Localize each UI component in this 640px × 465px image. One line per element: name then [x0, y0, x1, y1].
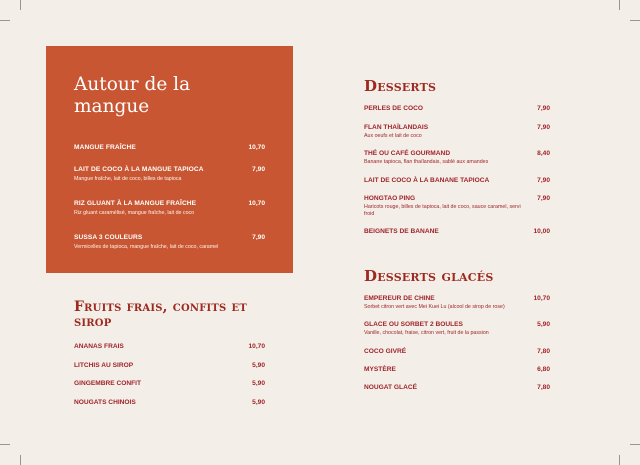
item-price: 7,90: [537, 105, 550, 112]
menu-item: [364, 195, 550, 217]
menu-item: [364, 348, 550, 355]
menu-item: [364, 124, 550, 140]
item-price: 10,70: [248, 200, 265, 207]
item-name: ANANAS FRAIS: [74, 343, 124, 350]
item-price: 7,90: [537, 195, 550, 202]
menu-item: [74, 166, 265, 200]
menu-item: [364, 228, 550, 235]
item-name: GLACE OU SORBET 2 BOULES: [364, 321, 463, 328]
item-name: FLAN THAÏLANDAIS: [364, 124, 429, 131]
item-description: Riz gluant caramélisé, mangue fraîche, lait de coco: [74, 210, 195, 216]
menu-item: [74, 200, 265, 234]
menu-item: [74, 380, 265, 387]
item-price: 5,90: [537, 321, 550, 328]
crop-mark: [20, 455, 21, 465]
menu-item: [364, 384, 550, 391]
menu-item: [74, 144, 265, 166]
item-name: NOUGATS CHINOIS: [74, 399, 136, 406]
crop-mark: [630, 20, 640, 21]
item-name: RIZ GLUANT À LA MANGUE FRAÎCHE: [74, 200, 197, 207]
item-name: MANGUE FRAÎCHE: [74, 144, 136, 151]
item-name: GINGEMBRE CONFIT: [74, 380, 142, 387]
item-price: 10,00: [533, 228, 550, 235]
menu-item: [74, 343, 265, 350]
fruits-section: [74, 300, 265, 415]
item-price: 6,80: [537, 366, 550, 373]
menu-item: [364, 321, 550, 337]
crop-mark: [0, 20, 10, 21]
menu-item: [364, 177, 550, 184]
crop-mark: [619, 455, 620, 465]
item-description: Haricots rouge, billes de tapioca, lait de coco, sauce caramel, servi froid: [364, 204, 521, 217]
menu-item: [74, 362, 265, 369]
item-name: COCO GIVRÉ: [364, 348, 407, 355]
crop-mark: [630, 444, 640, 445]
crop-mark: [619, 0, 620, 10]
item-description: Vermicelles de tapioca, mangue fraîche, lait de coco, caramel: [74, 244, 219, 250]
desserts-title: Desserts: [364, 77, 437, 95]
menu-item: [74, 234, 265, 250]
menu-item: [364, 295, 550, 311]
item-name: MYSTÈRE: [364, 366, 396, 373]
item-name: LAIT DE COCO À LA MANGUE TAPIOCA: [74, 166, 204, 173]
item-price: 10,70: [248, 343, 265, 350]
item-price: 7,90: [537, 124, 550, 131]
menu-item: [364, 366, 550, 373]
crop-mark: [0, 444, 10, 445]
item-name: EMPEREUR DE CHINE: [364, 295, 435, 302]
item-price: 10,70: [248, 144, 265, 151]
item-name: LAIT DE COCO À LA BANANE TAPIOCA: [364, 177, 490, 184]
item-description: Sorbet citron vert avec Mei Kuei Lu (alcool de sirop de rose): [364, 304, 505, 310]
item-description: Mangue fraîche, lait de coco, billes de tapioca: [74, 176, 182, 182]
fruits-title: Fruits frais, confits et sirop: [74, 299, 247, 330]
menu-item: [74, 399, 265, 406]
mango-panel: [46, 46, 293, 273]
item-price: 8,40: [537, 150, 550, 157]
item-price: 7,80: [537, 348, 550, 355]
menu-item: [364, 105, 550, 112]
crop-mark: [20, 0, 21, 10]
item-price: 5,90: [252, 362, 265, 369]
glaces-section: [364, 268, 550, 398]
item-name: PERLES DE COCO: [364, 105, 423, 112]
item-name: SUSSA 3 COULEURS: [74, 234, 143, 241]
item-price: 7,80: [537, 384, 550, 391]
item-price: 7,90: [252, 234, 265, 241]
item-price: 7,90: [537, 177, 550, 184]
item-price: 5,90: [252, 380, 265, 387]
item-name: NOUGAT GLACÉ: [364, 384, 417, 391]
item-price: 7,90: [252, 166, 265, 173]
item-name: BEIGNETS DE BANANE: [364, 228, 439, 235]
mango-title: Autour de la mangue: [74, 74, 191, 117]
item-name: THÉ OU CAFÉ GOURMAND: [364, 150, 451, 157]
item-price: 10,70: [533, 295, 550, 302]
menu-item: [364, 150, 550, 166]
item-name: LITCHIS AU SIROP: [74, 362, 134, 369]
desserts-section: [364, 78, 550, 240]
item-description: Aux oeufs et lait de coco: [364, 133, 422, 139]
item-description: Banane tapioca, flan thaïlandais, sablé aux amandes: [364, 159, 489, 165]
item-name: HONGTAO PING: [364, 195, 416, 202]
glaces-title: Desserts glacés: [364, 267, 494, 285]
item-price: 5,90: [252, 399, 265, 406]
item-description: Vanille, chocolat, fraise, citron vert, fruit de la passion: [364, 330, 489, 336]
